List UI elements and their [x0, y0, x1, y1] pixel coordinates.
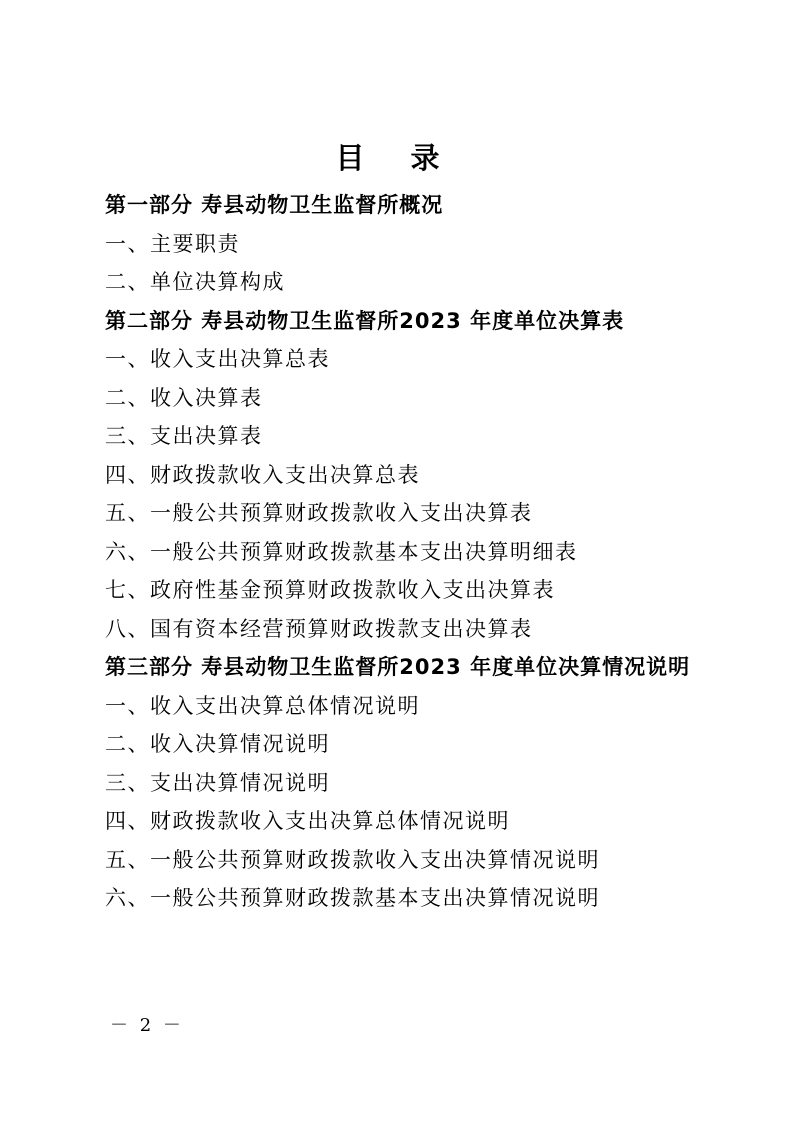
toc-item: 二、单位决算构成 [105, 270, 285, 294]
section-heading-part-3: 第三部分 寿县动物卫生监督所2023 年度单位决算情况说明 [105, 655, 691, 679]
toc-item: 五、一般公共预算财政拨款收入支出决算情况说明 [105, 847, 600, 872]
toc-item: 一、主要职责 [105, 231, 240, 256]
table-of-contents [105, 186, 705, 918]
toc-item: 三、支出决算情况说明 [105, 770, 330, 795]
toc-item: 三、支出决算表 [105, 424, 263, 448]
toc-item: 八、国有资本经营预算财政拨款支出决算表 [105, 616, 533, 641]
page-title: 目 录 [335, 141, 458, 175]
page-number: － 2 － [110, 1015, 184, 1036]
toc-item: 四、财政拨款收入支出决算总表 [105, 462, 420, 487]
toc-item: 二、收入决算表 [105, 385, 263, 410]
toc-item: 四、财政拨款收入支出决算总体情况说明 [105, 809, 510, 833]
toc-item: 一、收入支出决算总表 [105, 347, 330, 371]
toc-item: 二、收入决算情况说明 [105, 732, 330, 756]
toc-item: 七、政府性基金预算财政拨款收入支出决算表 [105, 578, 555, 602]
toc-item: 六、一般公共预算财政拨款基本支出决算情况说明 [105, 886, 600, 910]
section-heading-part-2: 第二部分 寿县动物卫生监督所2023 年度单位决算表 [105, 308, 625, 333]
toc-item: 五、一般公共预算财政拨款收入支出决算表 [105, 501, 533, 525]
section-heading-part-1: 第一部分 寿县动物卫生监督所概况 [105, 193, 444, 217]
toc-item: 一、收入支出决算总体情况说明 [105, 693, 420, 718]
toc-item: 六、一般公共预算财政拨款基本支出决算明细表 [105, 539, 578, 564]
